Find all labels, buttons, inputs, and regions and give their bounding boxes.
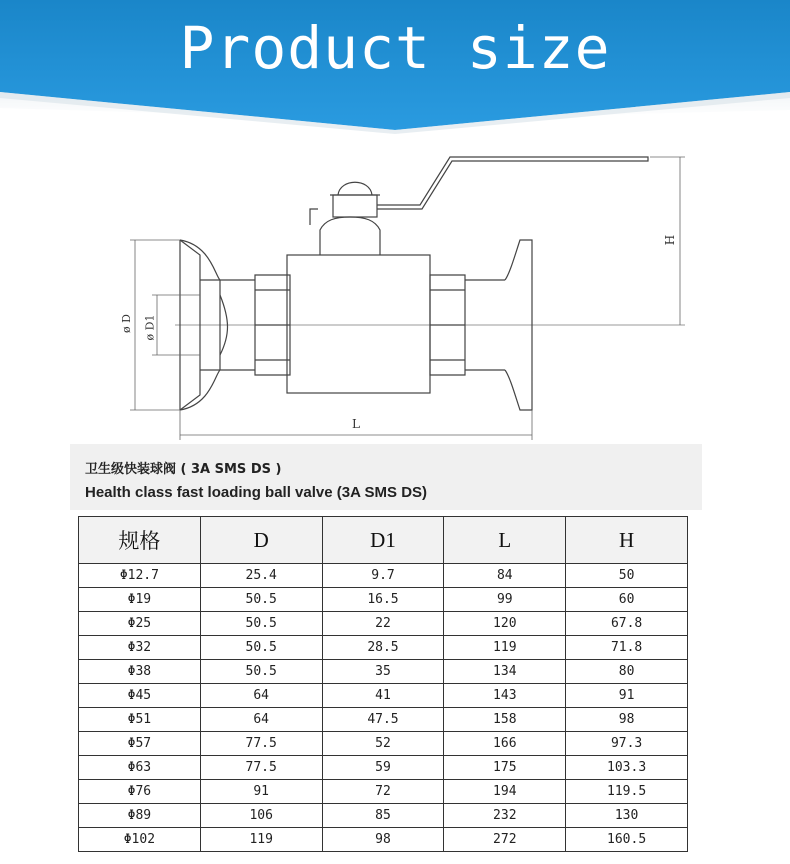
header-d: D (200, 517, 322, 564)
table-cell: 50.5 (200, 636, 322, 660)
table-cell: 194 (444, 780, 566, 804)
table-row (79, 708, 688, 732)
table-row (79, 564, 688, 588)
page-title: Product size (179, 14, 611, 82)
spec-table (78, 516, 688, 852)
caption-english: Health class fast loading ball valve (3A SMS DS) (85, 484, 428, 501)
table-cell: 25.4 (200, 564, 322, 588)
table-cell: 134 (444, 660, 566, 684)
table-cell: 52 (322, 732, 444, 756)
header-d1: D1 (322, 517, 444, 564)
table-cell: Φ45 (79, 684, 201, 708)
table-cell: 22 (322, 612, 444, 636)
table-cell: 130 (566, 804, 688, 828)
table-cell: 85 (322, 804, 444, 828)
table-cell: Φ51 (79, 708, 201, 732)
table-row (79, 780, 688, 804)
table-cell: 41 (322, 684, 444, 708)
table-cell: Φ38 (79, 660, 201, 684)
table-cell: 103.3 (566, 756, 688, 780)
table-cell: 50 (566, 564, 688, 588)
table-cell: 272 (444, 828, 566, 852)
table-cell: 67.8 (566, 612, 688, 636)
table-cell: 59 (322, 756, 444, 780)
table-cell: 97.3 (566, 732, 688, 756)
table-cell: Φ63 (79, 756, 201, 780)
table-cell: 80 (566, 660, 688, 684)
header-l: L (444, 517, 566, 564)
table-cell: 16.5 (322, 588, 444, 612)
table-cell: 50.5 (200, 612, 322, 636)
table-cell: 35 (322, 660, 444, 684)
table-cell: 160.5 (566, 828, 688, 852)
table-cell: 143 (444, 684, 566, 708)
table-row (79, 660, 688, 684)
header-h: H (566, 517, 688, 564)
dim-label-H: H (663, 234, 678, 246)
valve-drawing (100, 145, 700, 445)
header-spec: 规格 (79, 517, 201, 564)
table-row (79, 684, 688, 708)
table-row (79, 804, 688, 828)
table-cell: Φ12.7 (79, 564, 201, 588)
table-cell: 60 (566, 588, 688, 612)
table-cell: 98 (322, 828, 444, 852)
table-cell: 119.5 (566, 780, 688, 804)
table-cell: 77.5 (200, 756, 322, 780)
table-row (79, 636, 688, 660)
table-cell: 91 (566, 684, 688, 708)
table-cell: 84 (444, 564, 566, 588)
table-cell: 119 (444, 636, 566, 660)
table-cell: 64 (200, 684, 322, 708)
table-cell: 158 (444, 708, 566, 732)
table-row (79, 588, 688, 612)
dim-label-D1: ø D1 (143, 314, 157, 341)
table-cell: Φ32 (79, 636, 201, 660)
table-cell: 99 (444, 588, 566, 612)
product-caption (70, 444, 702, 510)
table-header-row (79, 517, 688, 564)
table-row (79, 732, 688, 756)
caption-chinese: 卫生级快装球阀 ( 3A SMS DS ) (85, 462, 282, 477)
table-cell: Φ25 (79, 612, 201, 636)
table-cell: 166 (444, 732, 566, 756)
table-cell: 91 (200, 780, 322, 804)
table-cell: 71.8 (566, 636, 688, 660)
table-cell: 50.5 (200, 588, 322, 612)
table-cell: 98 (566, 708, 688, 732)
table-cell: 47.5 (322, 708, 444, 732)
table-row (79, 612, 688, 636)
dim-label-L: L (352, 417, 360, 431)
table-cell: 9.7 (322, 564, 444, 588)
table-cell: 232 (444, 804, 566, 828)
table-cell: Φ19 (79, 588, 201, 612)
table-row (79, 828, 688, 852)
table-cell: 120 (444, 612, 566, 636)
table-cell: 175 (444, 756, 566, 780)
table-row (79, 756, 688, 780)
table-cell: Φ102 (79, 828, 201, 852)
header-banner (0, 0, 790, 135)
table-cell: Φ89 (79, 804, 201, 828)
dim-label-D: ø D (119, 314, 133, 333)
table-cell: 119 (200, 828, 322, 852)
table-cell: 50.5 (200, 660, 322, 684)
table-cell: 72 (322, 780, 444, 804)
table-cell: 106 (200, 804, 322, 828)
table-cell: 28.5 (322, 636, 444, 660)
table-cell: Φ57 (79, 732, 201, 756)
table-cell: 77.5 (200, 732, 322, 756)
table-cell: Φ76 (79, 780, 201, 804)
table-cell: 64 (200, 708, 322, 732)
